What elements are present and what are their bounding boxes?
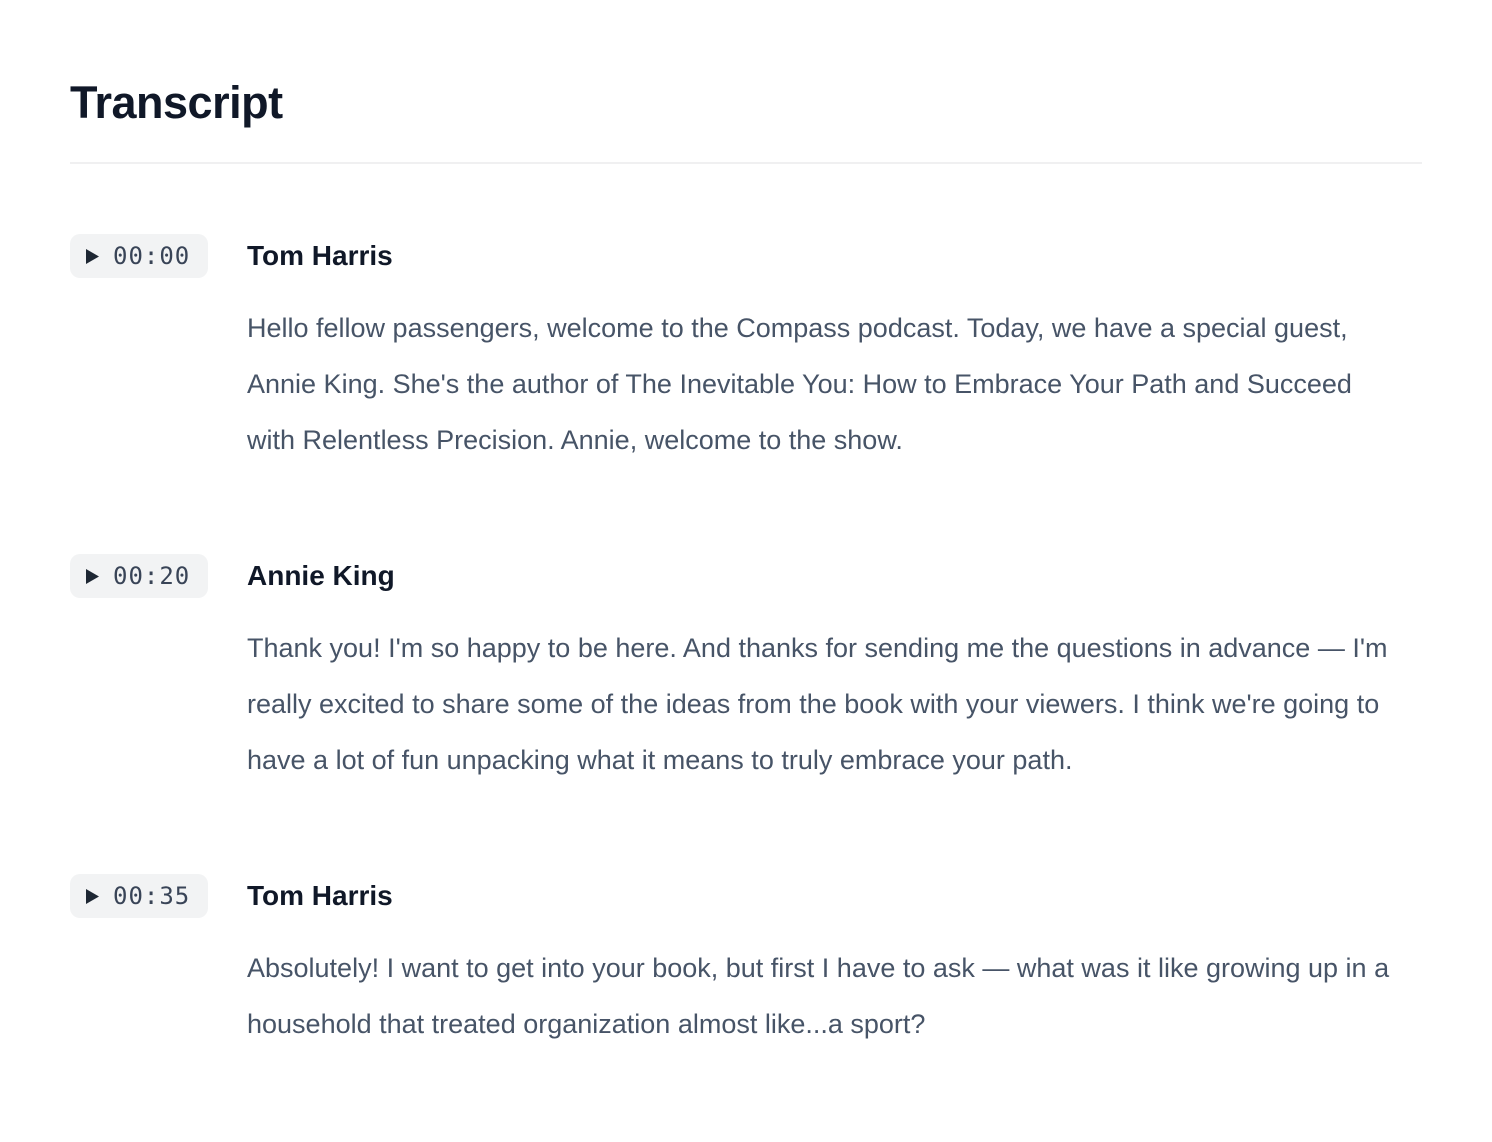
play-icon — [86, 889, 99, 904]
utterance-column — [247, 874, 1422, 1052]
utterance-text: Absolutely! I want to get into your book, but first I have to ask — what was it like growing up in a household that treated organization almost like...a sport? — [247, 953, 1390, 1039]
transcript-entry — [70, 874, 1422, 1052]
transcript-entry — [70, 234, 1422, 468]
transcript-entry — [70, 554, 1422, 788]
page-title: Transcript — [70, 77, 283, 128]
timestamp-column — [70, 234, 247, 278]
speaker-name: Tom Harris — [247, 880, 393, 911]
utterance-text: Thank you! I'm so happy to be here. And thanks for sending me the questions in advance — I'm really excited to share some of the ideas from the book with your viewers. I think we're going to have a lot of fun unpacking what it means to truly embrace your path. — [247, 633, 1388, 775]
play-icon — [86, 569, 99, 584]
timestamp-column — [70, 554, 247, 598]
play-timestamp-button[interactable] — [70, 234, 208, 278]
transcript-page — [0, 76, 1492, 1052]
transcript-entries — [70, 234, 1422, 1052]
play-timestamp-button[interactable] — [70, 554, 208, 598]
timestamp-label: 00:20 — [113, 562, 191, 590]
timestamp-column — [70, 874, 247, 918]
utterance-text: Hello fellow passengers, welcome to the Compass podcast. Today, we have a special guest, Annie King. She's the author of The Inevitable You: How to Embrace Your Path and Succeed with Relentless Precision. Annie, welcome to the show. — [247, 313, 1352, 455]
play-icon — [86, 249, 99, 264]
speaker-name: Tom Harris — [247, 240, 393, 271]
utterance-column — [247, 554, 1422, 788]
speaker-name: Annie King — [247, 560, 395, 591]
play-timestamp-button[interactable] — [70, 874, 208, 918]
utterance-column — [247, 234, 1422, 468]
timestamp-label: 00:00 — [113, 242, 191, 270]
divider — [70, 162, 1422, 164]
timestamp-label: 00:35 — [113, 882, 191, 910]
